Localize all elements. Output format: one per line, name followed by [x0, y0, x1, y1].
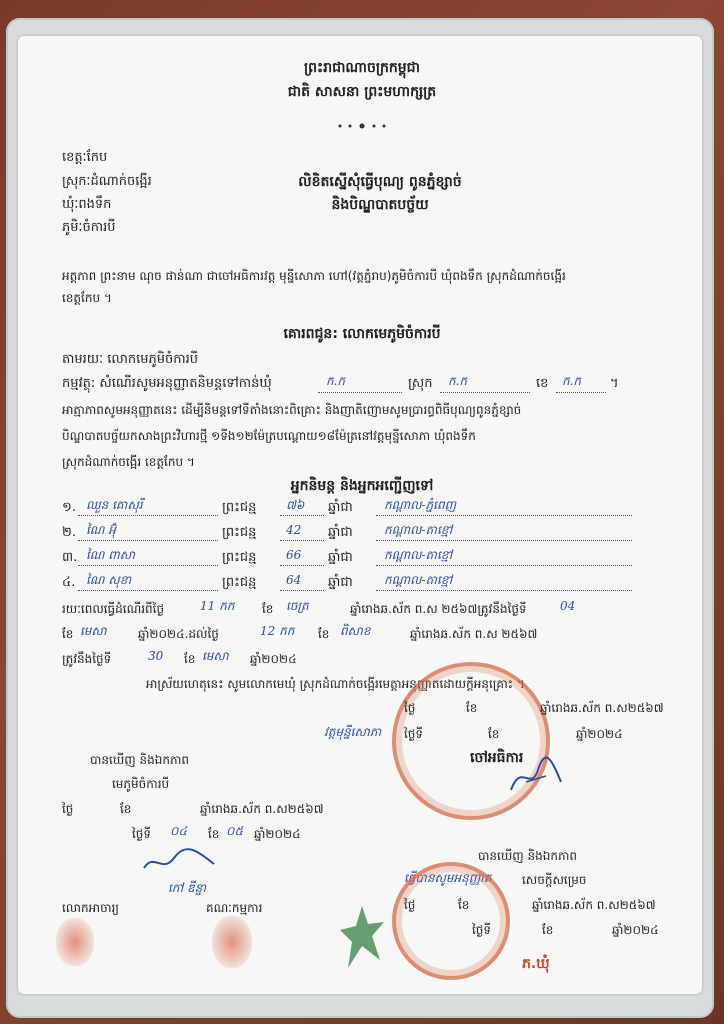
row-number: ២. [62, 525, 76, 540]
commune-date-lunar: ឆ្នាំរោងឆ.ស័ក ព.ស២៥៦៧ [532, 898, 656, 912]
period-end-day: 12 កក [260, 624, 295, 638]
chief-name: កៅ ឌីន្នា [168, 881, 207, 895]
chief-date-day-label: ថ្ងៃ [62, 802, 74, 816]
monk-age: 66 [286, 548, 302, 562]
purpose-line-3: ស្រុកដំណាក់ចង្អើរ ខេត្តកែប ។ [62, 455, 195, 469]
chief-seen-label: បានឃើញ និងឯកភាព [90, 753, 190, 767]
kingdom-title: ព្រះរាជាណាចក្រកម្ពុជា [303, 60, 420, 76]
period-start-date: 04 [560, 599, 576, 613]
age-label: ព្រះជន្ម [222, 525, 257, 540]
origin-label: ឆ្នាំជា [328, 550, 353, 565]
period-text: ខែ [184, 652, 196, 666]
thumbprint-icon [212, 916, 252, 968]
period-text: រយៈពេលធ្វើដំណើរពីថ្ងៃ [62, 602, 165, 616]
abbot-signature-icon [506, 752, 566, 796]
commune-date-day-label: ថ្ងៃ [404, 898, 416, 912]
national-motto: ជាតិ សាសនា ព្រះមហាក្សត្រ [287, 84, 437, 100]
monk-origin: កណ្ដាល-ភ្នំពេញ [384, 498, 457, 512]
age-label: ព្រះជន្ម [222, 500, 257, 515]
monk-origin: កណ្ដាល-តាខ្មៅ [384, 523, 453, 537]
abbot-date2-day-label: ថ្ងៃទី [404, 727, 424, 741]
period-text: ឆ្នាំ២០២៤ [250, 652, 297, 666]
monks-heading: អ្នកនិមន្ត និងអ្នកអញ្ជើញទៅ [290, 478, 434, 494]
request-line: អាស្រ័យហេតុនេះ សូមលោកមេឃុំ ស្រុកដំណាក់ចង្អើរមេត្តាអនុញ្ញាតដោយក្ដីអនុគ្រោះ ។ [146, 677, 525, 691]
commune-date2-year: ឆ្នាំ២០២៤ [612, 923, 659, 937]
district-label: ស្រុកៈដំណាក់ចង្អើរ [62, 174, 152, 189]
age-label: ព្រះជន្ម [222, 575, 257, 590]
village-label: ភូមិៈចំការបី [62, 220, 116, 235]
abbot-date-day-label: ថ្ងៃ [404, 701, 416, 715]
province-label: ខេត្តៈកែប [62, 150, 108, 165]
monk-name: ណៃ ពាសា [86, 548, 135, 562]
purpose-line-1: អាត្មាភាពសូមអនុញ្ញាតនេះ ដើម្បីនិមន្តទៅទីតាំងនោះពិគ្រោះ និងញាតិញោមសូមប្រារព្ធពិធីបុណ្យពូនភ្នំខ្សាច់ [62, 403, 522, 417]
green-thumbprint-icon [336, 902, 390, 974]
period-text: ឆ្នាំរោងឆ.ស័ក ព.ស ២៥៦៧ត្រូវនឹងថ្ងៃទី [350, 602, 527, 616]
monk-name: ឈួន គោសុរី [86, 498, 143, 512]
subject-province-value: ក.ក [562, 374, 582, 388]
purpose-line-2: បិណ្ឌបាតបច្ច័យកសាងព្រះវិហារថ្មី ១ទីង១២ម៉ែត្របណ្ដោយ១៨ម៉ែត្រនៅវត្តមុន្នីសោភា ឃុំពងទឹក [62, 429, 476, 443]
row-number: ៤. [62, 575, 76, 590]
via-line: តាមរយៈ លោកមេភូមិចំការបី [62, 352, 199, 367]
chief-date-lunar: ឆ្នាំរោងឆ.ស័ក ព.ស២៥៦៧ [200, 802, 324, 816]
thumbprint-icon [56, 918, 94, 966]
monk-age: 42 [286, 523, 302, 537]
commune-handwritten-note: ធ្វើបានសូមអនុញ្ញាត [404, 871, 492, 885]
monk-age: ៧៦ [286, 498, 305, 512]
monk-origin: កណ្ដាល-តាខ្មៅ [384, 548, 453, 562]
monk-name: ណៃ សុខា [86, 573, 132, 587]
period-text: ខែ [262, 602, 274, 616]
subject-province-label: ខេ [536, 376, 549, 391]
period-text: ឆ្នាំរោងឆ.ស័ក ព.ស ២៥៦៧ [410, 627, 538, 641]
chief-date2-month-label: ខែ [208, 827, 220, 841]
commune-decision-label: សេចក្ដីសម្រេច [522, 873, 587, 887]
period-text: ត្រូវនឹងថ្ងៃទី [62, 652, 112, 666]
row-number: ១. [62, 500, 76, 515]
abbot-place: វត្តមុន្នីសោភា [324, 725, 382, 739]
committee-label: គណៈកម្មការ [206, 901, 263, 915]
subject-district-label: ស្រុក [408, 376, 433, 391]
chief-signature-icon [140, 848, 220, 878]
commune-seal-stamp [392, 862, 510, 980]
period-text: ឆ្នាំ២០២៤.ដល់ថ្ងៃ [138, 627, 219, 641]
period-text: ខែ [62, 627, 74, 641]
row-number: ៣. [62, 550, 78, 565]
acharya-label: លោកអាចារ្យ [62, 901, 119, 915]
document-title: លិខិតស្នើសុំធ្វើបុណ្យ ពូនភ្នំខ្សាច់ [298, 174, 462, 190]
intro-line-2: ខេត្តកែប ។ [62, 291, 112, 305]
chief-date-month-label: ខែ [120, 802, 132, 816]
subject-prefix: កម្មវត្ថុ: សំណើរសូមអនុញ្ញាតនិមន្តទៅកាន់ឃុំ [62, 376, 272, 391]
subject-commune-value: ក.ក [326, 374, 346, 388]
origin-label: ឆ្នាំជា [328, 525, 353, 540]
period-start-solar-month: មេសា [80, 624, 107, 638]
abbot-title: ចៅអធិការ [470, 750, 524, 766]
monk-origin: កណ្ដាល-តាខ្មៅ [384, 573, 453, 587]
abbot-date2-year: ឆ្នាំ២០២៤ [576, 727, 623, 741]
period-start-day: 11 កក [200, 599, 235, 613]
origin-label: ឆ្នាំជា [328, 500, 353, 515]
chief-date2-month: ០៥ [226, 824, 243, 838]
subject-end: ។ [610, 376, 619, 391]
commune-label: ឃុំៈពងទឹក [62, 197, 112, 212]
commune-date2-month-label: ខែ [542, 923, 554, 937]
commune-seen-label: បានឃើញ និងឯកភាព [478, 849, 578, 863]
chief-date2-day: ០៤ [170, 824, 187, 838]
abbot-date-month-label: ខែ [466, 701, 478, 715]
addressee-heading: គោរពជូន: លោកមេភូមិចំការបី [283, 326, 441, 342]
chief-title: មេភូមិចំការបី [112, 777, 170, 791]
period-end-date: 30 [148, 649, 164, 663]
document-subtitle: និងបិណ្ឌបាតបច្ច័យ [331, 197, 429, 213]
commune-title: ភ.ឃុំ [522, 956, 550, 972]
abbot-date-lunar: ឆ្នាំរោងឆ.ស័ក ព.ស២៥៦៧ [540, 701, 664, 715]
period-text: ខែ [318, 627, 330, 641]
commune-date2-day-label: ថ្ងៃទី [472, 923, 492, 937]
commune-date-month-label: ខែ [458, 898, 470, 912]
intro-line-1: អត្តភាព ព្រះនាម ណុច ផាន់ណា ជាចៅអធិការវត្ត មុន្នីសោភា ហៅ(វត្តភ្នំរាប)ភូមិចំការបី ឃុំពងទឹក ស្រុកដំណាក់ចង្អើរ [62, 269, 566, 283]
period-end-solar-month: មេសា [202, 649, 229, 663]
period-end-month: ពិសាខ [340, 624, 371, 638]
ornament-icon [332, 123, 392, 129]
monk-age: 64 [286, 573, 302, 587]
abbot-date2-month-label: ខែ [488, 727, 500, 741]
origin-label: ឆ្នាំជា [328, 575, 353, 590]
monk-name: ណៃ អ៊ុំ [86, 523, 116, 537]
age-label: ព្រះជន្ម [222, 550, 257, 565]
chief-date2-day-label: ថ្ងៃទី [132, 827, 152, 841]
chief-date2-year: ឆ្នាំ២០២៤ [254, 827, 301, 841]
subject-district-value: ក.ក [448, 374, 468, 388]
period-start-month: ចេត្រ [286, 599, 309, 613]
